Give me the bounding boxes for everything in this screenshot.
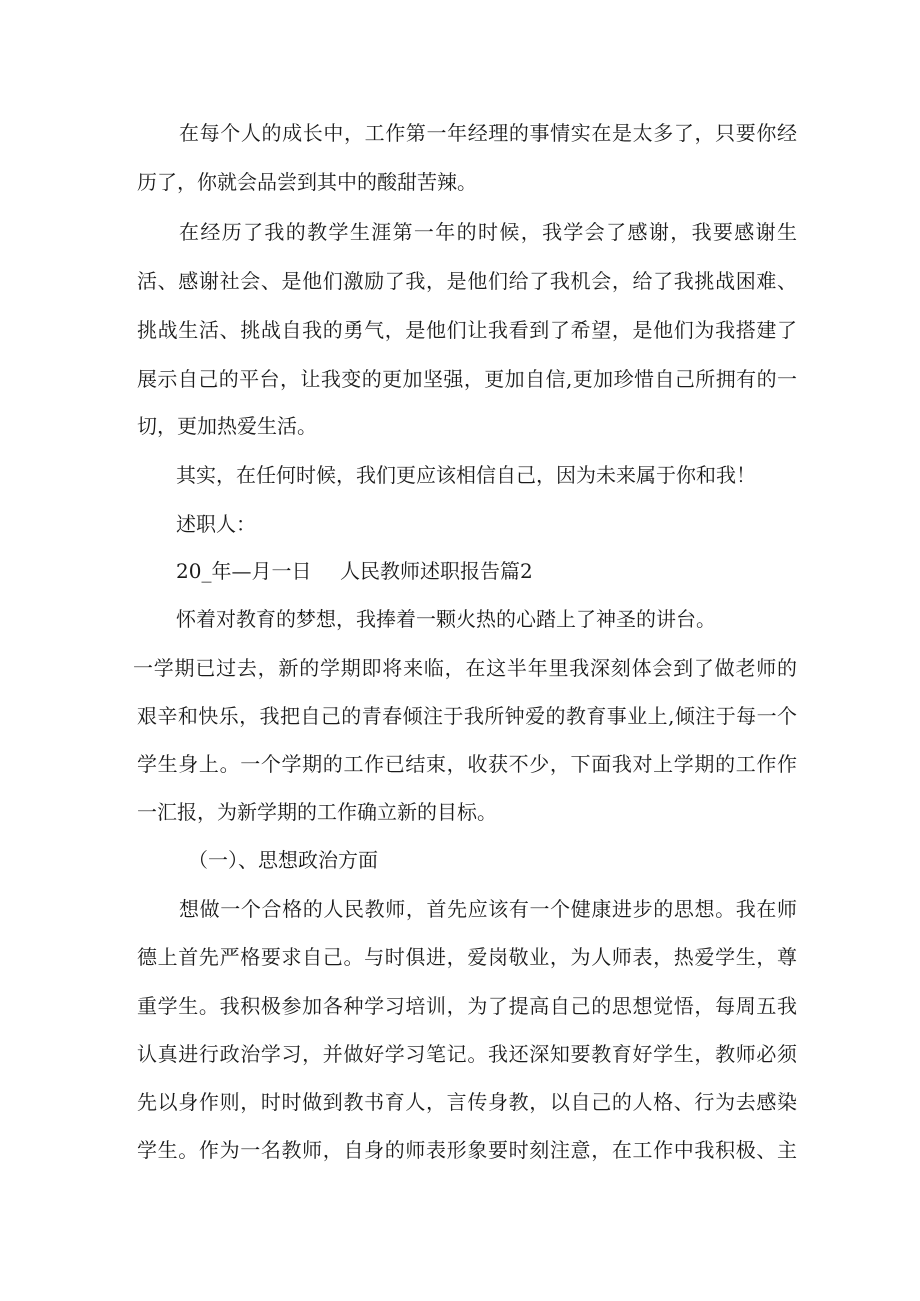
paragraph-6-line-4: 认真进行政治学习，并做好学习笔记。我还深知要教育好学生，教师必须 [137,1042,797,1066]
paragraph-2-line-2: 活、感谢社会、是他们激励了我，是他们给了我机会，给了我挑战困难、 [137,269,797,293]
paragraph-1-line-2: 历了，你就会品尝到其中的酸甜苦辣。 [137,170,477,194]
paragraph-2-line-4: 展示自己的平台，让我变的更加坚强，更加自信,更加珍惜自己所拥有的一 [137,367,797,391]
paragraph-1-line-1: 在每个人的成长中，工作第一年经理的事情实在是太多了，只要你经 [179,121,797,145]
paragraph-5-line-1: 一学期已过去，新的学期即将来临，在这半年里我深刻体会到了做老师的 [133,656,797,680]
paragraph-2-line-5: 切，更加热爱生活。 [137,414,317,438]
paragraph-5-line-2: 艰辛和快乐，我把自己的青春倾注于我所钟爱的教育事业上,倾注于每一个 [137,704,797,728]
section-title: 人民教师述职报告篇2 [340,559,533,583]
paragraph-4-line-1: 怀着对教育的梦想，我捧着一颗火热的心踏上了神圣的讲台。 [176,607,716,631]
paragraph-6-line-5: 先以身作则，时时做到教书育人，言传身教，以自己的人格、行为去感染 [137,1090,797,1114]
paragraph-5-line-3: 学生身上。一个学期的工作已结束，收获不少，下面我对上学期的工作作 [137,752,797,776]
paragraph-2-line-3: 挑战生活、挑战自我的勇气，是他们让我看到了希望，是他们为我搭建了 [137,318,797,342]
paragraph-6-line-6: 学生。作为一名教师，自身的师表形象要时刻注意，在工作中我积极、主 [137,1138,797,1162]
paragraph-5-line-4: 一汇报，为新学期的工作确立新的目标。 [137,800,497,824]
paragraph-2-line-1: 在经历了我的教学生涯第一年的时候，我学会了感谢，我要感谢生 [179,220,797,244]
signature-date: 20_年—月一日 [176,559,312,583]
paragraph-6-line-3: 重学生。我积极参加各种学习培训，为了提高自己的思想觉悟，每周五我 [137,994,797,1018]
signer-label: 述职人： [176,512,256,536]
subsection-heading: （一）、思想政治方面 [188,848,378,872]
paragraph-6-line-1: 想做一个合格的人民教师，首先应该有一个健康进步的思想。我在师 [179,897,797,921]
paragraph-6-line-2: 德上首先严格要求自己。与时俱进，爱岗敬业，为人师表，热爱学生，尊 [137,945,797,969]
paragraph-3-line-1: 其实，在任何时候，我们更应该相信自己，因为未来属于你和我！ [176,463,756,487]
